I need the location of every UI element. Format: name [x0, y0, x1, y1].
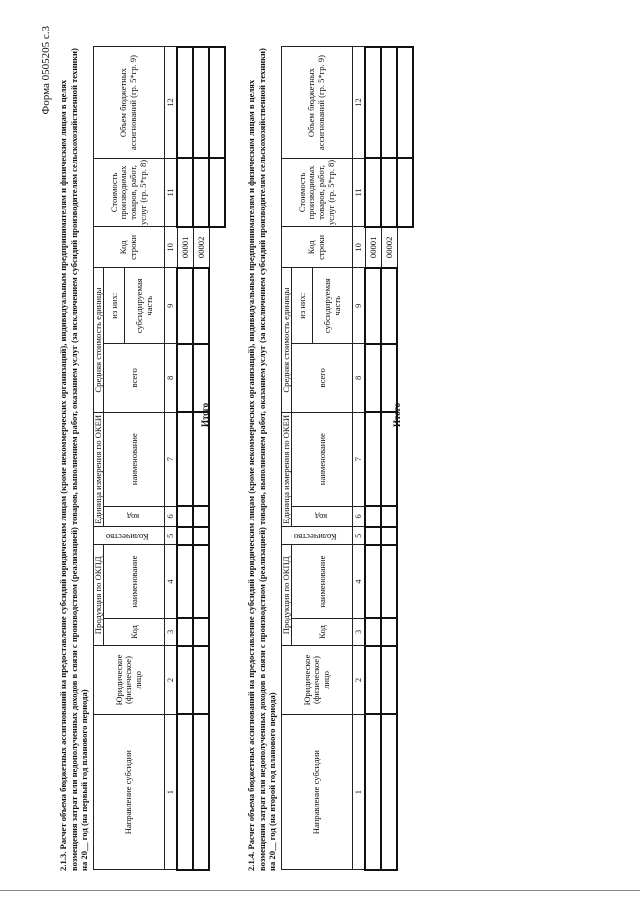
total-row — [209, 47, 225, 870]
col-num: 10 — [165, 227, 178, 268]
col-num: 1 — [353, 714, 366, 870]
header-budget-volume: Объем бюджетных ассигнований (гр. 5*гр. 9) — [281, 47, 353, 158]
table-row — [177, 47, 193, 870]
cell[interactable] — [177, 158, 193, 227]
cell[interactable] — [365, 646, 381, 715]
col-num: 4 — [353, 545, 366, 618]
header-product-code: Код — [104, 618, 165, 645]
header-cost-products: Стоимость производимых товаров, работ, услуг (гр. 5*гр. 8) — [93, 158, 165, 227]
subsidy-table — [93, 46, 227, 871]
header-legal-entity: Юридическое (физическое) лицо — [93, 646, 165, 715]
header-quantity: Количество — [93, 527, 165, 545]
scan-edge-line — [0, 890, 640, 891]
form-number: Форма 0505205 с.3 — [40, 26, 52, 115]
header-budget-volume: Объем бюджетных ассигнований (гр. 5*гр. 9) — [93, 47, 165, 158]
header-quantity: Количество — [281, 527, 353, 545]
cell[interactable] — [177, 47, 193, 158]
header-unit-name: наименование — [292, 412, 353, 506]
header-unit-okei: Единица измерения по ОКЕИ — [93, 412, 104, 526]
cell[interactable] — [365, 47, 381, 158]
col-num: 8 — [353, 344, 366, 413]
cell[interactable] — [177, 545, 193, 618]
header-row-code: Код строки — [281, 227, 353, 268]
col-num: 1 — [165, 714, 178, 870]
total-budget-cell[interactable] — [397, 47, 413, 158]
cell[interactable] — [177, 527, 193, 545]
col-num: 7 — [353, 412, 366, 506]
cell[interactable] — [177, 714, 193, 870]
header-direction: Направление субсидии — [281, 714, 353, 870]
total-budget-cell[interactable] — [209, 47, 225, 158]
cell[interactable] — [365, 527, 381, 545]
cell[interactable] — [381, 268, 397, 344]
section-title: 2.1.4. Расчет объема бюджетных ассигнований на предоставление субсидий юридическим лицам (кроме некоммерческих организаций), индивидуальным предпринимателям и физическим лицам в целях возмещения затрат или недополученных доходов в связи с производством (реализацией) товаров, выполнением работ, оказанием услуг (за исключением субсидий производителям сельскохозяйственной техники) на 20__ год (на второй год планового периода) — [246, 48, 278, 871]
col-num: 12 — [165, 47, 178, 158]
header-avg-cost: Средняя стоимость единицы — [281, 268, 292, 412]
cell[interactable] — [177, 268, 193, 344]
total-cost-cell[interactable] — [397, 158, 413, 227]
col-num: 7 — [165, 412, 178, 506]
column-numbers-row — [353, 47, 366, 870]
total-label: Итого — [200, 402, 210, 427]
header-product-name: наименование — [104, 545, 165, 618]
column-numbers-row — [165, 47, 178, 870]
header-of-which: из них: — [104, 268, 125, 344]
col-num: 8 — [165, 344, 178, 413]
total-spacer — [397, 227, 413, 870]
col-num: 11 — [353, 158, 366, 227]
cell[interactable] — [193, 646, 209, 715]
header-direction: Направление субсидии — [93, 714, 165, 870]
col-num: 6 — [353, 506, 366, 527]
cell[interactable] — [193, 268, 209, 344]
col-num: 12 — [353, 47, 366, 158]
header-product-okpd: Продукция по ОКПД — [281, 545, 292, 646]
col-num: 6 — [165, 506, 178, 527]
header-avg-cost: Средняя стоимость единицы — [93, 268, 104, 412]
cell[interactable] — [177, 506, 193, 527]
total-label: Итого — [392, 402, 402, 427]
cell[interactable] — [381, 618, 397, 645]
col-num: 2 — [165, 646, 178, 715]
cell[interactable] — [365, 714, 381, 870]
cell[interactable] — [365, 412, 381, 506]
subsidy-table — [281, 46, 415, 871]
cell[interactable] — [381, 506, 397, 527]
cell[interactable] — [177, 646, 193, 715]
cell[interactable] — [381, 714, 397, 870]
header-subsidized: субсидируемая часть — [125, 268, 165, 344]
row-code-cell: 00002 — [381, 227, 397, 268]
cell[interactable] — [381, 545, 397, 618]
col-num: 9 — [353, 268, 366, 344]
header-unit-code: код — [292, 506, 353, 527]
col-num: 2 — [353, 646, 366, 715]
header-row-code: Код строки — [93, 227, 165, 268]
col-num: 3 — [165, 618, 178, 645]
header-subsidized: субсидируемая часть — [313, 268, 353, 344]
header-product-code: Код — [292, 618, 353, 645]
cell[interactable] — [365, 545, 381, 618]
total-row — [397, 47, 413, 870]
header-total: всего — [292, 344, 353, 413]
header-total: всего — [104, 344, 165, 413]
cell[interactable] — [177, 618, 193, 645]
header-unit-name: наименование — [104, 412, 165, 506]
cell[interactable] — [365, 618, 381, 645]
row-code-cell: 00001 — [177, 227, 193, 268]
cell[interactable] — [365, 158, 381, 227]
col-num: 5 — [165, 527, 178, 545]
col-num: 5 — [353, 527, 366, 545]
col-num: 10 — [353, 227, 366, 268]
cell[interactable] — [365, 506, 381, 527]
cell[interactable] — [193, 714, 209, 870]
cell[interactable] — [177, 412, 193, 506]
col-num: 3 — [353, 618, 366, 645]
header-unit-okei: Единица измерения по ОКЕИ — [281, 412, 292, 526]
header-product-name: наименование — [292, 545, 353, 618]
cell[interactable] — [193, 506, 209, 527]
cell[interactable] — [193, 618, 209, 645]
col-num: 11 — [165, 158, 178, 227]
cell[interactable] — [381, 158, 397, 227]
col-num: 9 — [165, 268, 178, 344]
cell[interactable] — [193, 158, 209, 227]
section-title: 2.1.3. Расчет объема бюджетных ассигнований на предоставление субсидий юридическим лицам (кроме некоммерческих организаций), индивидуальным предпринимателям и физическим лицам в целях возмещения затрат или недополученных доходов в связи с производством (реализацией) товаров, выполнением работ, оказанием услуг (за исключением субсидий производителям сельскохозяйственной техники) на 20__ год (на первый год планового периода) — [58, 48, 90, 871]
table-row — [365, 47, 381, 870]
total-cost-cell[interactable] — [209, 158, 225, 227]
table-row — [193, 47, 209, 870]
total-spacer — [209, 227, 225, 870]
header-cost-products: Стоимость производимых товаров, работ, услуг (гр. 5*гр. 8) — [281, 158, 353, 227]
cell[interactable] — [365, 344, 381, 413]
cell[interactable] — [365, 268, 381, 344]
section-2-1-3 — [58, 46, 226, 871]
row-code-cell: 00002 — [193, 227, 209, 268]
col-num: 4 — [165, 545, 178, 618]
header-product-okpd: Продукция по ОКПД — [93, 545, 104, 646]
table-row — [381, 47, 397, 870]
header-legal-entity: Юридическое (физическое) лицо — [281, 646, 353, 715]
cell[interactable] — [177, 344, 193, 413]
cell[interactable] — [381, 47, 397, 158]
cell[interactable] — [193, 545, 209, 618]
section-2-1-4 — [246, 46, 414, 871]
header-unit-code: код — [104, 506, 165, 527]
header-of-which: из них: — [292, 268, 313, 344]
cell[interactable] — [381, 527, 397, 545]
row-code-cell: 00001 — [365, 227, 381, 268]
cell[interactable] — [193, 47, 209, 158]
cell[interactable] — [193, 527, 209, 545]
cell[interactable] — [381, 646, 397, 715]
